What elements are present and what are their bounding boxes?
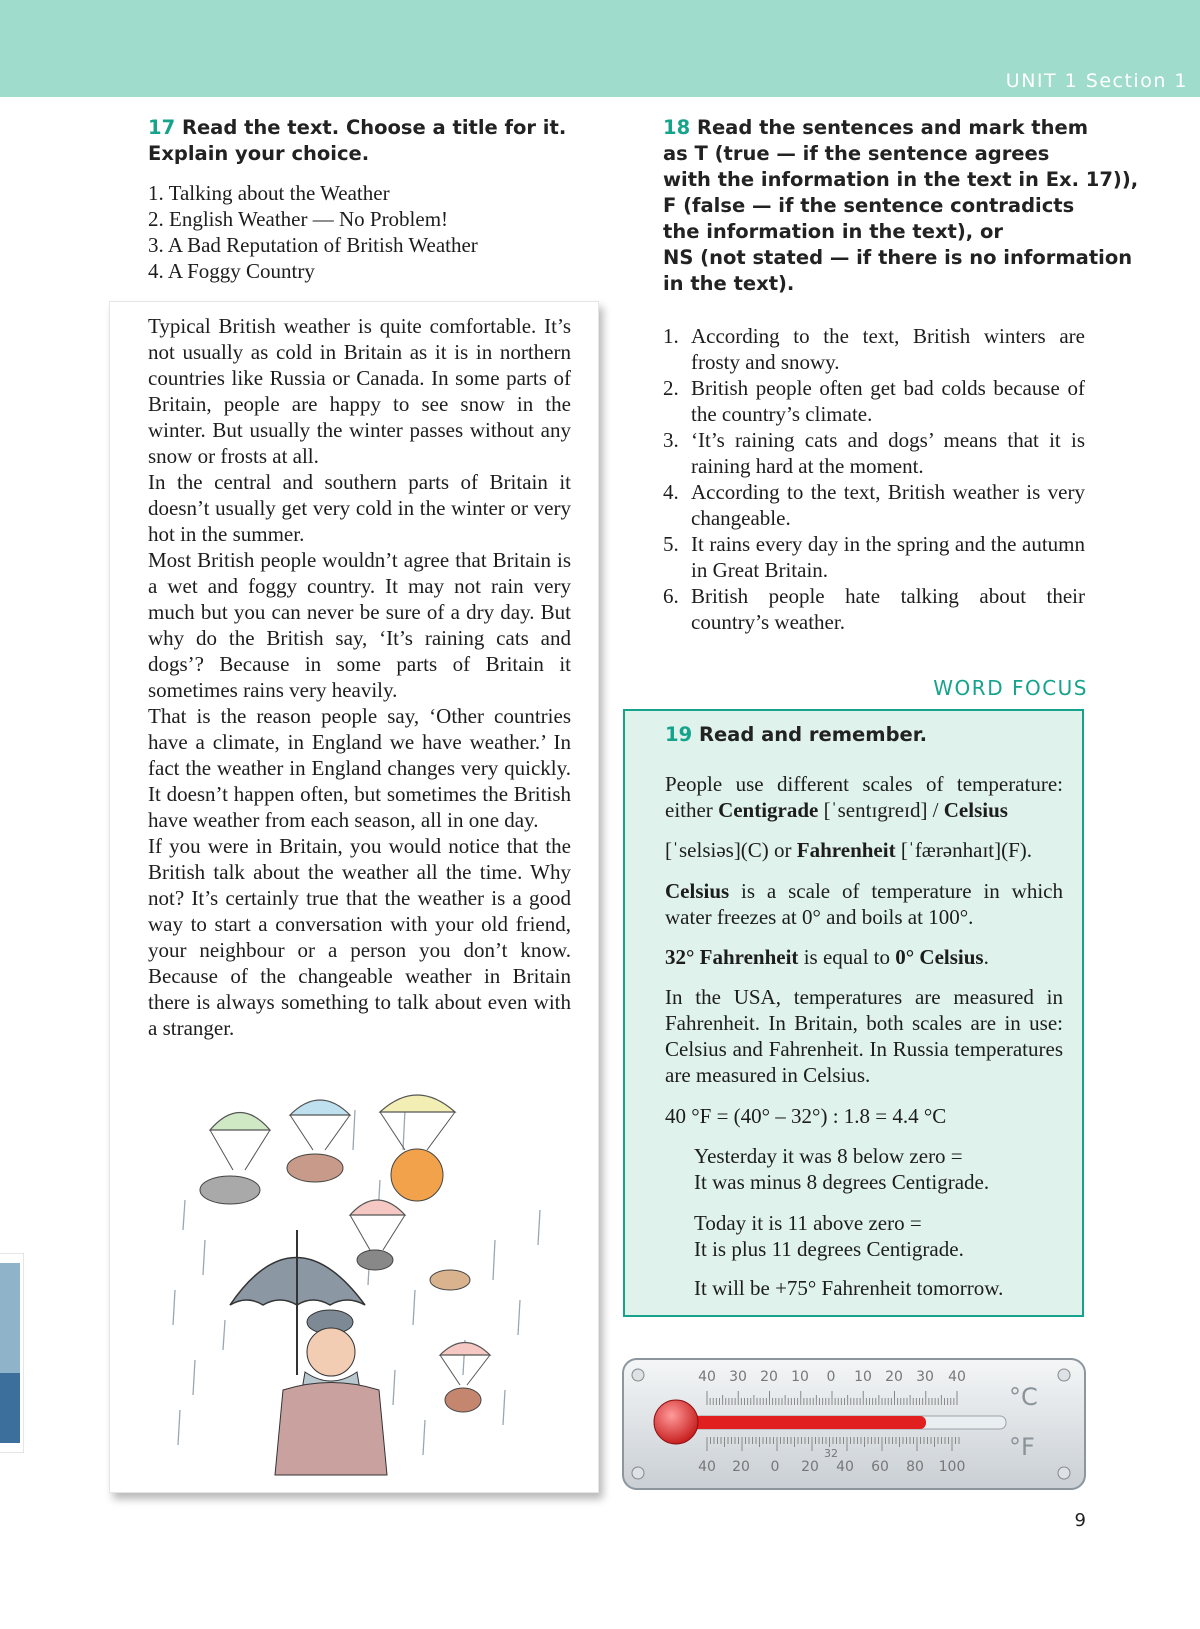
statement-item <box>663 427 1085 479</box>
ex19-instruction-text: Read and remember. <box>698 723 928 746</box>
text-span: [ˈsentɪgreɪd] / <box>818 798 944 822</box>
celsius-tick-label: 10 <box>854 1369 872 1385</box>
thermometer-bulb <box>654 1400 698 1444</box>
fahrenheit-tick-label: 60 <box>871 1459 889 1475</box>
celsius-tick-label: 40 <box>948 1369 966 1385</box>
ex18-instruction-line: as T (true — if the sentence agrees <box>663 142 1050 165</box>
statement-item <box>663 583 1085 635</box>
raining-cats-dogs-illustration <box>165 1090 555 1480</box>
example-yesterday <box>694 1143 989 1195</box>
statement-item <box>663 531 1085 583</box>
text-span: is equal to <box>798 945 896 969</box>
statement-number: 6. <box>663 584 679 608</box>
reading-text <box>148 313 571 1041</box>
celsius-tick-label: 10 <box>791 1369 809 1385</box>
term-centigrade: Centigrade <box>718 798 819 822</box>
reading-paragraph: That is the reason people say, ‘Other countries have a climate, in England we have weather.’ In fact the weather in England changes very quickly. It doesn’t happen often, but sometimes the British have weather from each season, all in one day. <box>148 704 571 832</box>
header-banner <box>0 0 1200 97</box>
conversion-formula: 40 °F = (40° – 32°) : 1.8 = 4.4 °C <box>665 1104 947 1128</box>
title-option: 1. Talking about the Weather <box>148 181 390 205</box>
statement-item <box>663 375 1085 427</box>
unit-section-label: UNIT 1 Section 1 <box>1005 70 1188 92</box>
celsius-tick-label: 20 <box>885 1369 903 1385</box>
example-line: It was minus 8 degrees Centigrade. <box>694 1170 990 1194</box>
statement-number: 5. <box>663 532 679 556</box>
text-span: is a scale of temperature in which water freezes at 0° and boils at 100°. <box>665 879 1063 929</box>
statement-number: 1. <box>663 324 679 348</box>
statement-text: British people hate talking about their country’s weather. <box>691 584 1085 634</box>
fahrenheit-32-mark: 32 <box>824 1447 838 1460</box>
reading-paragraph: Typical British weather is quite comfortable. It’s not usually as cold in Britain as it is in northern countries like Russia or Canada. In some parts of Britain, people are happy to see snow in the winter. But usually the winter passes without any snow or frosts at all. <box>148 314 571 468</box>
term-fahrenheit: Fahrenheit <box>796 838 896 862</box>
term-32-fahrenheit: 32° Fahrenheit <box>665 945 799 969</box>
fahrenheit-tick-label: 100 <box>938 1459 966 1475</box>
term-celsius: Celsius <box>665 879 730 903</box>
statement-list <box>663 323 1085 635</box>
ex17-instruction-line1: Read the text. Choose a title for it. <box>181 116 567 139</box>
example-line: Yesterday it was 8 below zero = <box>694 1144 963 1168</box>
fahrenheit-tick-label: 20 <box>801 1459 819 1475</box>
photo-fragment <box>0 1253 24 1453</box>
example-line: It will be +75° Fahrenheit tomorrow. <box>694 1276 1004 1300</box>
ex17-instruction <box>148 115 566 167</box>
text-span: . <box>983 945 989 969</box>
ex18-instruction-line: F (false — if the sentence contradicts <box>663 194 1075 217</box>
statement-number: 4. <box>663 480 679 504</box>
statement-text: It rains every day in the spring and the autumn in Great Britain. <box>691 532 1085 582</box>
reading-paragraph: In the central and southern parts of Britain it doesn’t usually get very cold in the winter or very hot in the summer. <box>148 470 571 546</box>
ex18-instruction <box>663 115 1138 297</box>
reading-paragraph: Most British people wouldn’t agree that Britain is a wet and foggy country. It may not rain very much but you can never be sure of a dry day. But why do the British say, ‘It’s raining cats and dogs’? Because in some parts of Britain it sometimes rains very heavily. <box>148 548 571 702</box>
celsius-tick-label: 0 <box>826 1369 836 1385</box>
mercury-column <box>676 1416 926 1429</box>
celsius-tick-label: 20 <box>760 1369 778 1385</box>
statement-text: ‘It’s raining cats and dogs’ means that it is raining hard at the moment. <box>691 428 1085 478</box>
ex18-number: 18 <box>663 116 691 139</box>
statement-text: British people often get bad colds because of the country’s climate. <box>691 376 1085 426</box>
ex19-instruction <box>665 722 927 748</box>
fahrenheit-unit-label: °F <box>1009 1433 1035 1461</box>
ex18-instruction-line: in the text). <box>663 272 795 295</box>
fahrenheit-tick-label: 80 <box>906 1459 924 1475</box>
page-number: 9 <box>1074 1510 1086 1531</box>
scales-paragraph <box>665 771 1063 863</box>
ex18-instruction-line: with the information in the text in Ex. 17)), <box>663 168 1139 191</box>
statement-number: 2. <box>663 376 679 400</box>
statement-item <box>663 479 1085 531</box>
statement-number: 3. <box>663 428 679 452</box>
celsius-definition <box>665 878 1063 930</box>
statement-text: According to the text, British weather is very changeable. <box>691 480 1085 530</box>
thermometer-illustration <box>621 1357 1087 1491</box>
fahrenheit-tick-label: 0 <box>770 1459 780 1475</box>
title-option: 4. A Foggy Country <box>148 259 315 283</box>
reading-paragraph: If you were in Britain, you would notice that the British talk about the weather all the time. Why not? It’s certainly true that the weather is a good way to start a conversation with your old friend, your neighbour or a person you don’t know. Because of the changeable weather in Britain there is always something to talk about even with a stranger. <box>148 834 571 1040</box>
celsius-tick-label: 30 <box>729 1369 747 1385</box>
statement-text: According to the text, British winters are frosty and snowy. <box>691 324 1085 374</box>
celsius-unit-label: °C <box>1009 1383 1038 1411</box>
fahrenheit-tick-label: 20 <box>732 1459 750 1475</box>
statement-item <box>663 323 1085 375</box>
word-focus-heading: WORD FOCUS <box>933 676 1088 700</box>
example-tomorrow <box>694 1275 1003 1301</box>
equivalence-line <box>665 944 1063 970</box>
example-line: It is plus 11 degrees Centigrade. <box>694 1237 964 1261</box>
ex18-instruction-line: the information in the text), or <box>663 220 1003 243</box>
title-options <box>148 180 478 284</box>
text-span: People use different scales of temperature: either <box>665 772 1063 822</box>
fahrenheit-tick-label: 40 <box>836 1459 854 1475</box>
term-celsius: Celsius <box>943 798 1008 822</box>
fahrenheit-tick-label: 40 <box>698 1459 716 1475</box>
ex17-number: 17 <box>148 116 176 139</box>
example-line: Today it is 11 above zero = <box>694 1211 922 1235</box>
ex18-instruction-line: Read the sentences and mark them <box>696 116 1089 139</box>
ex17-instruction-line2: Explain your choice. <box>148 142 370 165</box>
text-span: [ˈselsiəs](C) or <box>665 838 797 862</box>
title-option: 3. A Bad Reputation of British Weather <box>148 233 478 257</box>
example-today <box>694 1210 964 1262</box>
ex19-number: 19 <box>665 723 693 746</box>
text-span: [ˈfærənhaɪt](F). <box>895 838 1033 862</box>
ex18-instruction-line: NS (not stated — if there is no information <box>663 246 1133 269</box>
celsius-tick-label: 40 <box>698 1369 716 1385</box>
term-0-celsius: 0° Celsius <box>895 945 984 969</box>
usage-paragraph: In the USA, temperatures are measured in Fahrenheit. In Britain, both scales are in use: Celsius and Fahrenheit. In Russia temperatures are measured in Celsius. <box>665 985 1063 1087</box>
celsius-tick-label: 30 <box>916 1369 934 1385</box>
title-option: 2. English Weather — No Problem! <box>148 207 449 231</box>
